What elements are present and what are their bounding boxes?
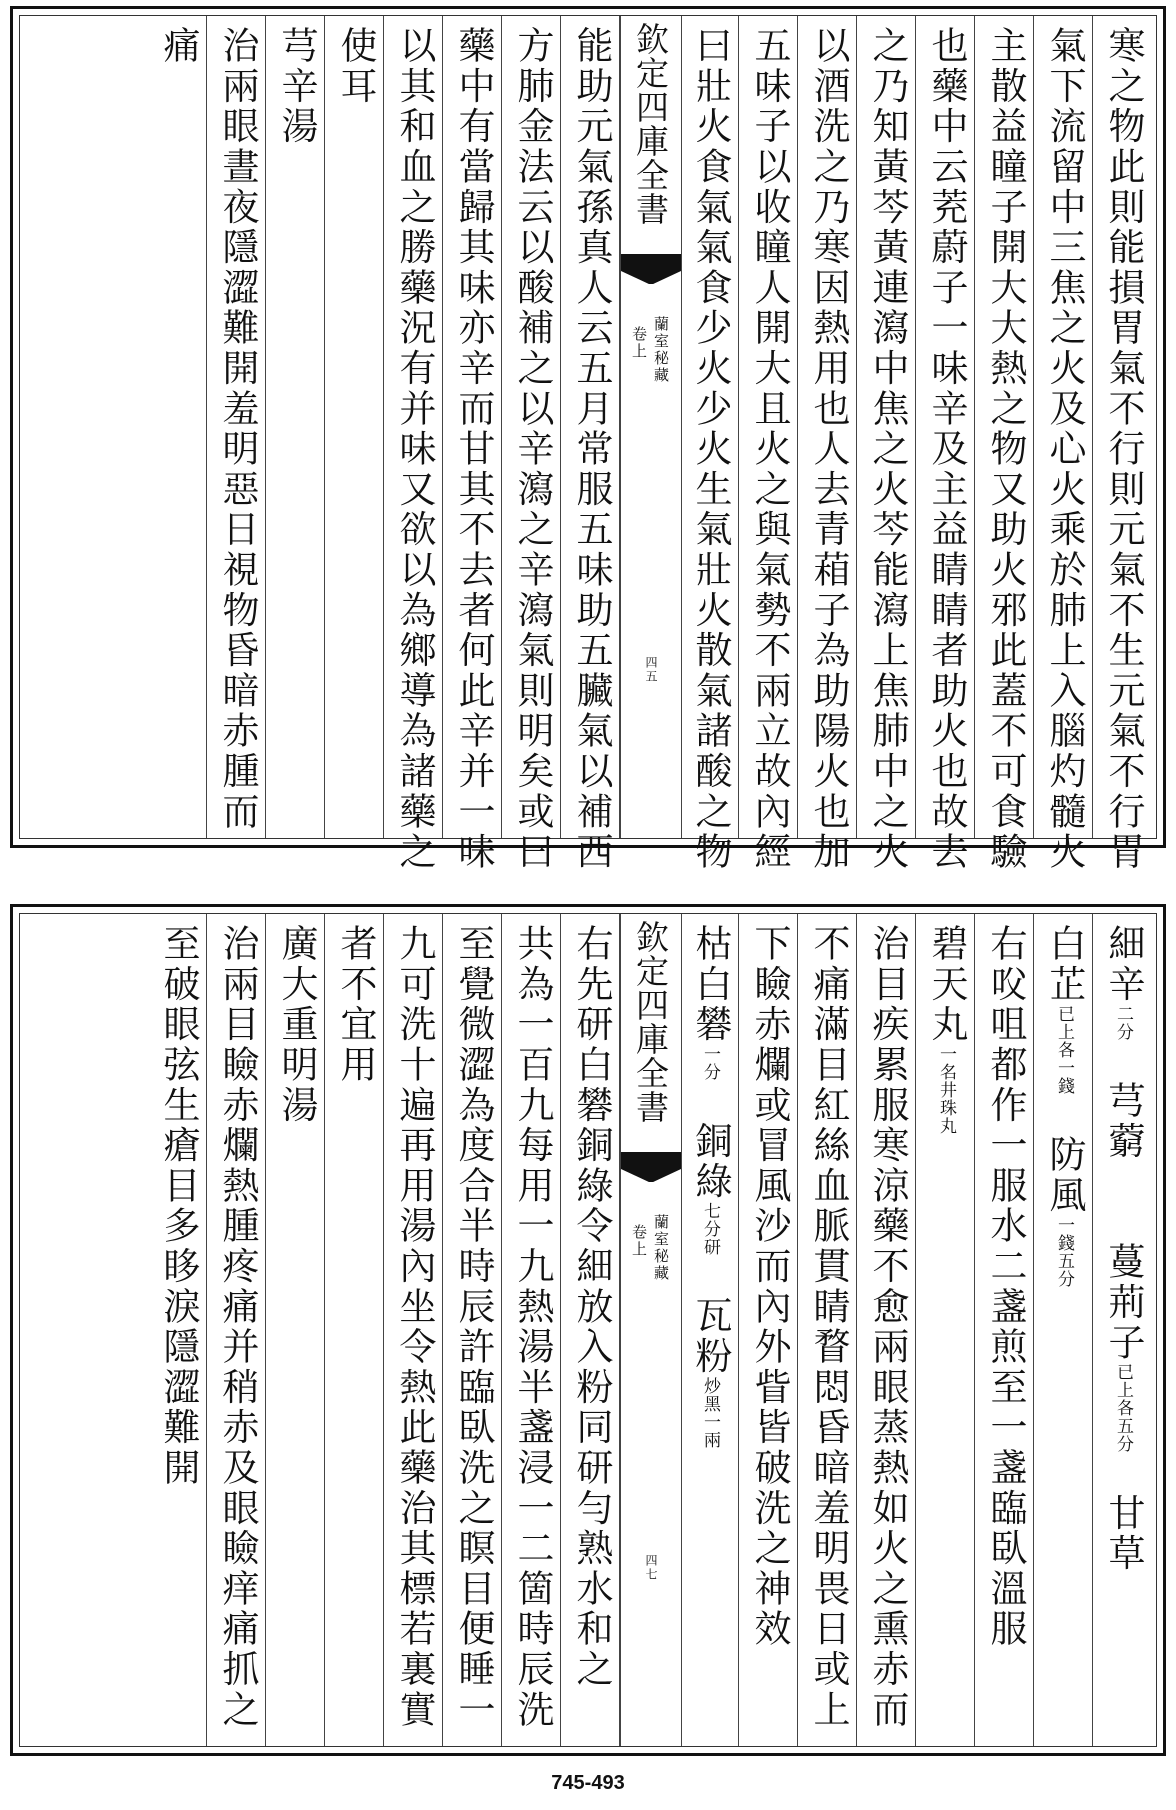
book-subtitle: 蘭室秘藏 bbox=[652, 1214, 670, 1282]
page-code: 745-493 bbox=[551, 1772, 625, 1794]
volume-label: 卷上 bbox=[630, 326, 648, 360]
text-annotation: 已上各一錢 bbox=[1054, 1004, 1074, 1095]
text-column bbox=[502, 16, 561, 873]
text-column bbox=[384, 914, 443, 1746]
text-column bbox=[975, 16, 1034, 873]
text-line: 主散益瞳子開大大熱之物又助火邪此蓋不可食驗 bbox=[984, 26, 1027, 873]
text-main: 碧天丸 bbox=[925, 924, 968, 1045]
text-column bbox=[207, 16, 266, 838]
text-column bbox=[325, 16, 384, 838]
text-column bbox=[148, 16, 207, 838]
text-column bbox=[561, 16, 620, 873]
text-column bbox=[266, 16, 325, 838]
text-column bbox=[443, 16, 502, 873]
text-annotation: 二分 bbox=[1113, 1004, 1133, 1041]
text-line bbox=[859, 924, 915, 1730]
text-column bbox=[325, 914, 384, 1746]
text-column bbox=[916, 914, 975, 1746]
text-column bbox=[975, 914, 1034, 1746]
text-line bbox=[1036, 924, 1092, 1288]
text-line bbox=[800, 924, 856, 1730]
text-annotation: 一名井珠丸 bbox=[936, 1044, 956, 1135]
text-line: 至破眼弦生瘡目多眵淚隱澀難開 bbox=[157, 924, 200, 1489]
text-column bbox=[561, 914, 620, 1746]
text-main: 枯白礬 bbox=[689, 924, 732, 1045]
text-line bbox=[682, 924, 738, 1449]
text-line: 治兩目瞼赤爛熱腫疼痛并稍赤及眼瞼痒痛抓之 bbox=[216, 924, 259, 1730]
volume-label: 卷上 bbox=[630, 1224, 648, 1258]
text-annotation: 一分 bbox=[700, 1044, 720, 1081]
text-line: 能助元氣孫真人云五月常服五味助五臟氣以補西 bbox=[570, 26, 613, 873]
text-column bbox=[798, 914, 857, 1746]
text-line bbox=[977, 924, 1033, 1649]
text-column bbox=[443, 914, 502, 1746]
text-line: 也藥中云茺蔚子一味辛及主益睛睛者助火也故去 bbox=[925, 26, 968, 873]
text-line: 右先研白礬銅綠令細放入粉同研勻熟水和之 bbox=[570, 924, 613, 1690]
text-annotation: 炒黑一兩 bbox=[700, 1376, 720, 1449]
text-annotation: 七分研 bbox=[700, 1201, 720, 1256]
text-line: 藥中有當歸其味亦辛而甘其不去者何此辛并一味 bbox=[452, 26, 495, 873]
text-column bbox=[148, 914, 207, 1746]
text-column bbox=[266, 914, 325, 1746]
text-main: 甘草 bbox=[1102, 1493, 1145, 1574]
text-annotation: 已上各五分 bbox=[1113, 1363, 1133, 1454]
bottom-page-panel bbox=[10, 904, 1166, 1756]
text-annotation: 一錢五分 bbox=[1054, 1215, 1074, 1288]
text-column bbox=[1034, 914, 1093, 1746]
text-line: 芎辛湯 bbox=[275, 26, 318, 147]
text-main: 下瞼赤爛或冒風沙而內外眥皆破洗之神效 bbox=[748, 924, 791, 1650]
bottom-page-frame bbox=[19, 913, 1157, 1747]
text-main: 白芷 bbox=[1043, 924, 1086, 1005]
text-column bbox=[916, 16, 975, 873]
text-column bbox=[857, 914, 916, 1746]
text-line: 方肺金法云以酸補之以辛瀉之辛瀉氣則明矣或曰 bbox=[511, 26, 554, 873]
text-line: 廣大重明湯 bbox=[275, 924, 318, 1126]
text-line: 使耳 bbox=[334, 26, 377, 107]
text-line: 九可洗十遍再用湯內坐令熱此藥治其標若裏實 bbox=[393, 924, 436, 1730]
text-line: 治兩眼晝夜隱澀難開羞明惡日視物昏暗赤腫而 bbox=[216, 26, 259, 832]
text-column bbox=[502, 914, 561, 1746]
page-number: 四五 bbox=[644, 656, 658, 684]
top-page-panel bbox=[10, 6, 1166, 873]
text-main: 銅綠 bbox=[689, 1121, 732, 1202]
text-line bbox=[1095, 924, 1151, 1574]
text-line bbox=[741, 924, 797, 1649]
top-page-frame bbox=[19, 15, 1157, 873]
page-number: 四七 bbox=[644, 1554, 658, 1582]
text-column bbox=[739, 16, 798, 873]
text-column bbox=[680, 16, 739, 873]
center-title-column bbox=[620, 914, 682, 1746]
text-main: 芎藭 蔓荊子 bbox=[1102, 1080, 1145, 1364]
text-column bbox=[798, 16, 857, 873]
text-main: 瓦粉 bbox=[689, 1296, 732, 1377]
book-title: 欽定四庫全書 bbox=[631, 920, 670, 1124]
text-main: 細辛 bbox=[1102, 924, 1145, 1005]
center-title-column bbox=[620, 16, 682, 838]
text-column bbox=[384, 16, 443, 873]
text-column bbox=[1034, 16, 1093, 873]
text-main: 右㕮咀都作一服水二盞煎至一盞臨臥溫服 bbox=[984, 924, 1027, 1650]
text-main: 不痛滿目紅絲血脈貫睛瞀悶昏暗羞明畏日或上 bbox=[807, 924, 850, 1730]
text-line: 痛 bbox=[157, 26, 200, 67]
text-line: 以酒洗之乃寒因熱用也人去青葙子為助陽火也加 bbox=[807, 26, 850, 873]
text-line: 五味子以收瞳人開大且火之與氣勢不兩立故內經 bbox=[748, 26, 791, 873]
text-line: 者不宜用 bbox=[334, 924, 377, 1086]
text-main: 治目疾累服寒涼藥不愈兩眼蒸熱如火之熏赤而 bbox=[866, 924, 909, 1730]
text-column bbox=[207, 914, 266, 1746]
text-line: 之乃知黃芩黃連瀉中焦之火芩能瀉上焦肺中之火 bbox=[866, 26, 909, 873]
text-column bbox=[739, 914, 798, 1746]
text-main: 防風 bbox=[1043, 1134, 1086, 1216]
fish-tail-ornament bbox=[621, 1152, 681, 1182]
fish-tail-ornament bbox=[621, 254, 681, 284]
book-subtitle: 蘭室秘藏 bbox=[652, 316, 670, 384]
text-line bbox=[918, 924, 974, 1135]
text-column bbox=[1093, 914, 1152, 1746]
text-line: 至覺微澀為度合半時辰許臨臥洗之瞑目便睡一 bbox=[452, 924, 495, 1730]
text-column bbox=[680, 914, 739, 1746]
text-column bbox=[857, 16, 916, 873]
text-column bbox=[1093, 16, 1152, 873]
text-line: 曰壯火食氣氣食少火少火生氣壯火散氣諸酸之物 bbox=[689, 26, 732, 873]
text-line: 共為一百九每用一九熱湯半盞浸一二箇時辰洗 bbox=[511, 924, 554, 1730]
text-line: 氣下流留中三焦之火及心火乘於肺上入腦灼髓火 bbox=[1043, 26, 1086, 873]
text-line: 以其和血之勝藥況有并味又欲以為鄉導為諸藥之 bbox=[393, 26, 436, 873]
book-title: 欽定四庫全書 bbox=[631, 22, 670, 226]
text-line: 寒之物此則能損胃氣不行則元氣不生元氣不行胃 bbox=[1102, 26, 1145, 873]
